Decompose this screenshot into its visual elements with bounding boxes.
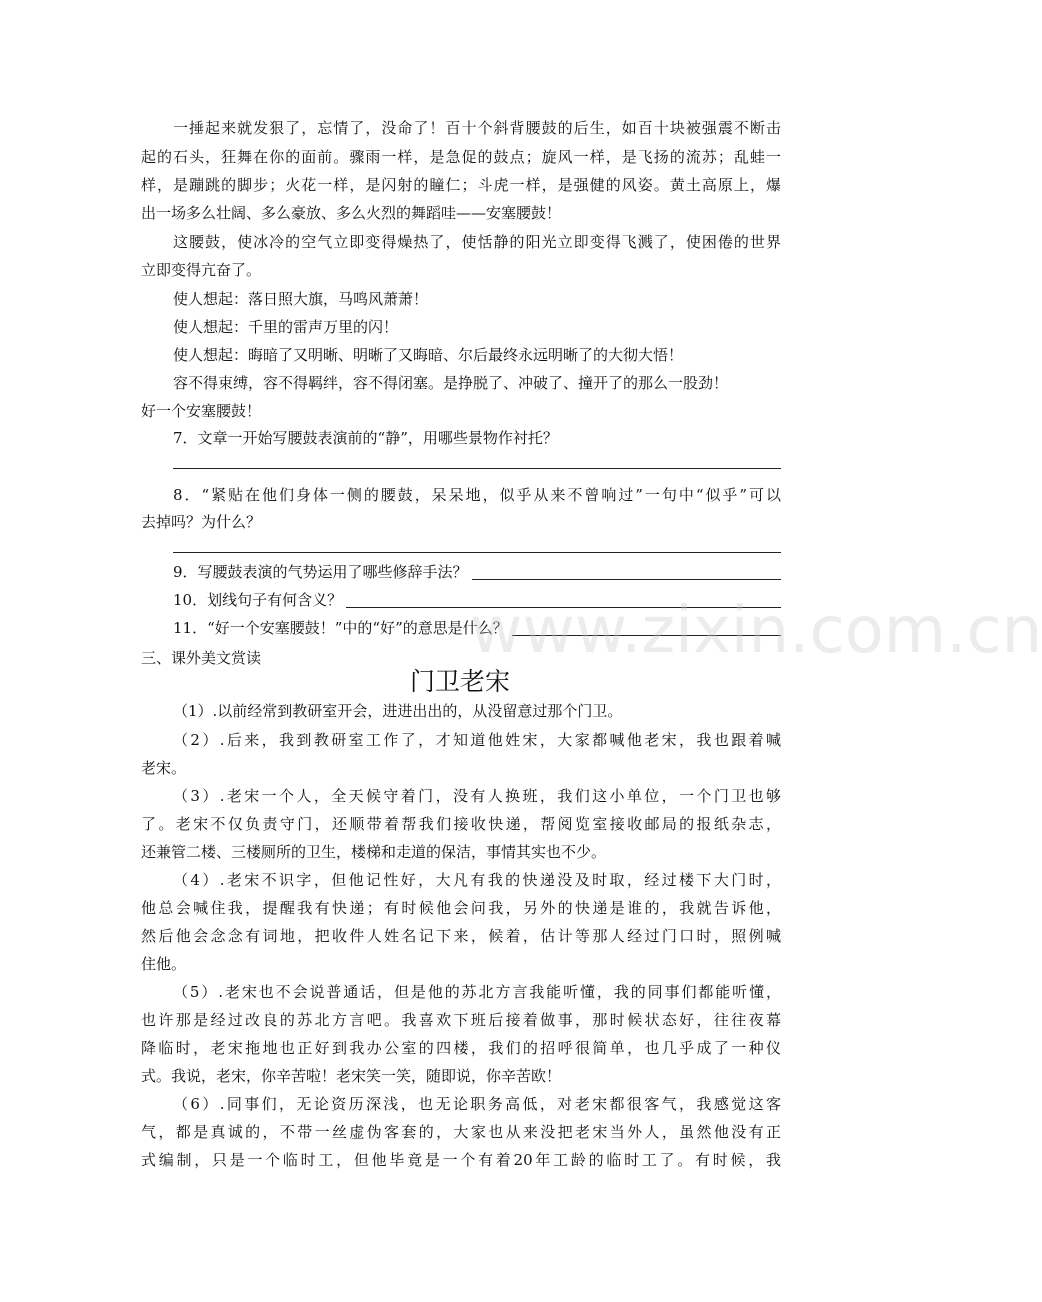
article-line: 式。我说，老宋，你辛苦啦！老宋笑一笑，随即说，你辛苦欧！ [141,1067,562,1085]
answer-blank-9[interactable] [472,579,781,580]
article-line: 式编制，只是一个临时工，但他毕竟是一个有着20年工龄的临时工了。有时候，我 [141,1151,781,1169]
article-line: （2）.后来，我到教研室工作了，才知道他姓宋，大家都喊他老宋，我也跟着喊 [173,731,781,749]
article-line: （6）.同事们，无论资历深浅，也无论职务高低，对老宋都很客气，我感觉这客 [173,1095,781,1113]
passage-line: 使人想起：千里的雷声万里的闪！ [173,318,399,336]
article-line: 也许那是经过改良的苏北方言吧。我喜欢下班后接着做事，那时候状态好，往往夜幕 [141,1011,781,1029]
article-line: （4）.老宋不识字，但他记性好，大凡有我的快递没及时取，经过楼下大门时， [173,871,781,889]
watermark: www.zixin.com.cn [470,594,1042,668]
question-7: 7．文章一开始写腰鼓表演前的“静”，用哪些景物作衬托？ [173,429,558,447]
article-line: （3）.老宋一个人，全天候守着门，没有人换班，我们这小单位，一个门卫也够 [173,787,781,805]
passage-line: 好一个安塞腰鼓！ [141,402,262,420]
question-8: 8．“紧贴在他们身体一侧的腰鼓，呆呆地，似乎从来不曾响过”一句中“似乎”可以 [173,486,781,504]
article-line: 气，都是真诚的，不带一丝虚伪客套的，大家也从来没把老宋当外人，虽然他没有正 [141,1123,781,1141]
passage-line: 一捶起来就发狠了，忘情了，没命了！百十个斜背腰鼓的后生，如百十块被强震不断击 [173,119,781,137]
article-line: 然后他会念念有词地，把收件人姓名记下来，候着，估计等那人经过门口时，照例喊 [141,927,781,945]
question-9: 9．写腰鼓表演的气势运用了哪些修辞手法？ [173,563,468,581]
question-8-continued: 去掉吗？为什么？ [141,513,262,531]
article-line: 了。老宋不仅负责守门，还顺带着帮我们接收快递，帮阅览室接收邮局的报纸杂志， [141,815,781,833]
answer-blank-10[interactable] [346,607,781,608]
passage-line: 立即变得亢奋了。 [141,261,262,279]
question-10-row [173,588,781,610]
passage-line: 使人想起：晦暗了又明晰、明晰了又晦暗、尔后最终永远明晰了的大彻大悟！ [173,346,684,364]
question-11-row [173,616,781,638]
article-line: 老宋。 [141,759,187,777]
passage-line: 出一场多么壮阔、多么豪放、多么火烈的舞蹈哇——安塞腰鼓！ [141,204,562,222]
question-11: 11．“好一个安塞腰鼓！”中的“好”的意思是什么？ [173,619,508,637]
article-line: 还兼管二楼、三楼厕所的卫生，楼梯和走道的保洁，事情其实也不少。 [141,843,607,861]
answer-blank-8[interactable] [173,552,781,553]
article-title: 门卫老宋 [409,667,510,696]
article-line: 降临时，老宋拖地也正好到我办公室的四楼，我们的招呼很简单，也几乎成了一种仪 [141,1039,781,1057]
article-line: 住他。 [141,955,187,973]
answer-blank-7[interactable] [173,468,781,469]
answer-blank-11[interactable] [512,635,781,636]
passage-line: 使人想起：落日照大旗，马鸣风萧萧！ [173,290,429,308]
question-10: 10．划线句子有何含义？ [173,591,343,609]
article-line: （1）.以前经常到教研室开会，进进出出的，从没留意过那个门卫。 [173,702,623,720]
article-line: 他总会喊住我，提醒我有快递；有时候他会问我，另外的快递是谁的，我就告诉他， [141,899,781,917]
passage-line: 容不得束缚，容不得羁绊，容不得闭塞。是挣脱了、冲破了、撞开了的那么一股劲！ [173,374,729,392]
passage-line: 样，是蹦跳的脚步；火花一样，是闪射的瞳仁；斗虎一样，是强健的风姿。黄土高原上，爆 [141,176,781,194]
section-heading: 三、课外美文赏读 [141,649,262,667]
article-line: （5）.老宋也不会说普通话，但是他的苏北方言我能听懂，我的同事们都能听懂， [173,983,781,1001]
question-9-row [173,560,781,582]
passage-line: 起的石头，狂舞在你的面前。骤雨一样，是急促的鼓点；旋风一样，是飞扬的流苏；乱蛙一 [141,148,781,166]
passage-line: 这腰鼓，使冰冷的空气立即变得燥热了，使恬静的阳光立即变得飞溅了，使困倦的世界 [173,233,781,251]
